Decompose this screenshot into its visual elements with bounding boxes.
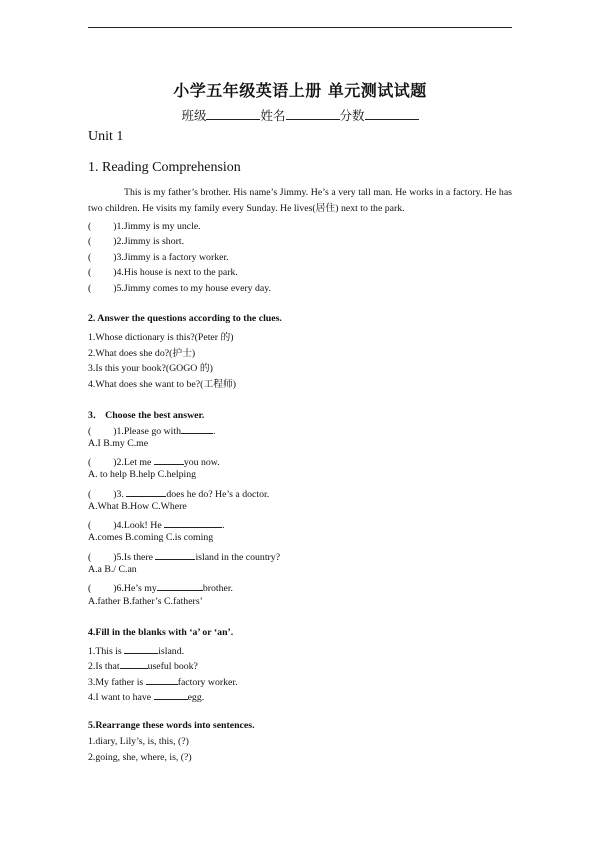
answer-blank[interactable] [155, 549, 195, 560]
mc-question: ( )4.Look! He . [88, 517, 225, 531]
mc-question: ( )2.Let me you now. [88, 454, 220, 468]
mc-options: A.What B.How C.Where [88, 501, 187, 512]
name-label: 姓名 [260, 108, 286, 123]
name-blank[interactable] [286, 107, 340, 120]
section1-heading: 1. Reading Comprehension [88, 160, 241, 175]
section2-heading: 2. Answer the questions according to the clues. [88, 313, 282, 324]
tf-item: ( )3.Jimmy is a factory worker. [88, 252, 229, 263]
tf-item: ( )5.Jimmy comes to my house every day. [88, 283, 271, 294]
mc-options: A.father B.father’s C.fathers’ [88, 596, 203, 607]
mc-options: A. to help B.help C.helping [88, 469, 197, 480]
answer-blank[interactable] [120, 658, 148, 669]
class-blank[interactable] [206, 107, 260, 120]
answer-blank[interactable] [126, 486, 166, 497]
answer-blank[interactable] [154, 454, 184, 465]
mc-question: ( )6.He’s my brother. [88, 580, 233, 594]
question-item: 3.Is this your book?(GOGO 的) [88, 363, 213, 374]
rearrange-item: 2.going, she, where, is, (?) [88, 752, 192, 763]
answer-blank[interactable] [157, 580, 203, 591]
mc-question: ( )3. does he do? He’s a doctor. [88, 486, 269, 500]
answer-blank[interactable] [181, 423, 213, 434]
mc-options: A.a B./ C.an [88, 564, 137, 575]
student-info-line [0, 106, 600, 124]
class-label: 班级 [181, 108, 207, 123]
tf-item: ( )2.Jimmy is short. [88, 236, 185, 247]
reading-passage: This is my father’s brother. His name’s Jimmy. He’s a very tall man. He works in a factory. He has two children. He visits my family every Sunday. He lives(居住) next to the park. [88, 187, 512, 214]
tf-item: ( )4.His house is next to the park. [88, 267, 238, 278]
page-title: 小学五年级英语上册 单元测试试题 [173, 81, 427, 100]
tf-item: ( )1.Jimmy is my uncle. [88, 221, 201, 232]
question-item: 1.Whose dictionary is this?(Peter 的) [88, 332, 234, 343]
fill-item: 3.My father is factory worker. [88, 674, 238, 688]
top-rule [88, 27, 512, 28]
answer-blank[interactable] [124, 643, 158, 654]
mc-options: A.I B.my C.me [88, 438, 149, 449]
score-label: 分数 [339, 108, 365, 123]
question-item: 2.What does she do?(护士) [88, 348, 196, 359]
mc-question: ( )5.Is there island in the country? [88, 549, 280, 563]
section4-heading: 4.Fill in the blanks with ‘a’ or ‘an’. [88, 627, 234, 638]
answer-blank[interactable] [146, 674, 178, 685]
mc-options: A.comes B.coming C.is coming [88, 532, 214, 543]
mc-question: ( )1.Please go with . [88, 423, 215, 437]
question-item: 4.What does she want to be?(工程师) [88, 379, 237, 390]
unit-heading: Unit 1 [88, 129, 124, 144]
fill-item: 4.I want to have egg. [88, 689, 204, 703]
fill-item: 2.Is that useful book? [88, 658, 198, 672]
fill-item: 1.This is island. [88, 643, 184, 657]
section3-heading: 3． Choose the best answer. [88, 410, 205, 421]
answer-blank[interactable] [154, 689, 188, 700]
score-blank[interactable] [365, 107, 419, 120]
rearrange-item: 1.diary, Lily’s, is, this, (?) [88, 736, 189, 747]
answer-blank[interactable] [164, 517, 222, 528]
section5-heading: 5.Rearrange these words into sentences. [88, 720, 255, 731]
